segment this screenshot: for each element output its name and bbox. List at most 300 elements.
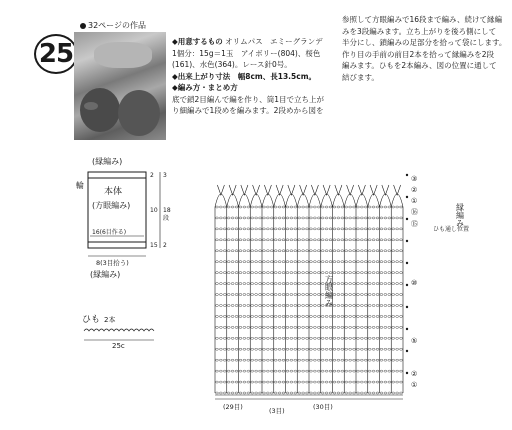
chain-stitch [247, 261, 250, 263]
chain-stitch [396, 359, 399, 361]
chain-stitch [302, 392, 305, 394]
chain-stitch [247, 315, 250, 317]
chain-stitch [325, 326, 328, 328]
chain-stitch [266, 239, 269, 241]
chain-stitch [376, 206, 379, 208]
chain-stitch [329, 315, 332, 317]
chain-stitch [396, 239, 399, 241]
chain-stitch [251, 381, 254, 383]
chain-stitch [243, 337, 246, 339]
chain-stitch [329, 326, 332, 328]
chain-stitch [259, 304, 262, 306]
chain-stitch [356, 239, 359, 241]
chain-stitch [247, 228, 250, 230]
chain-stitch [353, 283, 356, 285]
chain-stitch [380, 250, 383, 252]
chain-stitch [309, 272, 312, 274]
chain-stitch [231, 348, 234, 350]
top-edge-band [88, 172, 146, 178]
chain-stitch [215, 348, 218, 350]
chain-stitch [282, 239, 285, 241]
chain-stitch [368, 283, 371, 285]
chain-stitch [219, 206, 222, 208]
chain-stitch [333, 392, 336, 394]
chain-stitch [270, 381, 273, 383]
chain-stitch [345, 283, 348, 285]
chain-stitch [262, 228, 265, 230]
chain-stitch [266, 261, 269, 263]
chain-stitch [392, 261, 395, 263]
chain-stitch [298, 217, 301, 219]
chain-stitch [286, 381, 289, 383]
chain-stitch [255, 359, 258, 361]
chain-stitch [309, 239, 312, 241]
chain-stitch [400, 206, 403, 208]
picot-stitch [217, 185, 224, 195]
chain-stitch [349, 337, 352, 339]
chain-stitch [356, 359, 359, 361]
chain-stitch [360, 381, 363, 383]
row-marker [406, 350, 408, 352]
chain-stitch [215, 239, 218, 241]
materials-line: (161)、水色(364)。レース針0号。 [172, 60, 292, 69]
chain-stitch [270, 359, 273, 361]
chain-stitch [266, 304, 269, 306]
chain-stitch [329, 239, 332, 241]
chain-stitch [274, 228, 277, 230]
row-marker [406, 262, 408, 264]
chain-stitch [341, 294, 344, 296]
chain-stitch [223, 392, 226, 394]
chain-stitch [321, 315, 324, 317]
chain-stitch [251, 217, 254, 219]
chain-stitch [235, 315, 238, 317]
chain-stitch [294, 337, 297, 339]
chain-stitch [219, 294, 222, 296]
chain-stitch [286, 337, 289, 339]
chain-stitch [333, 250, 336, 252]
chain-stitch [286, 272, 289, 274]
chain-stitch [368, 261, 371, 263]
chain-stitch [251, 359, 254, 361]
chain-stitch [247, 337, 250, 339]
chain-stitch [247, 359, 250, 361]
chain-stitch [317, 228, 320, 230]
chain-stitch [255, 304, 258, 306]
chain-stitch [255, 228, 258, 230]
chain-stitch [321, 370, 324, 372]
chain-stitch [251, 239, 254, 241]
method-title: ◆編み方・まとめ方 [172, 83, 238, 92]
method-line: り細編みで1段めを編みます。2段めから図を [172, 106, 324, 115]
chain-stitch [329, 206, 332, 208]
chain-stitch [266, 315, 269, 317]
chain-stitch [298, 261, 301, 263]
chain-stitch [345, 250, 348, 252]
chain-stitch [376, 326, 379, 328]
chain-stitch [251, 206, 254, 208]
chain-stitch [247, 326, 250, 328]
chain-stitch [239, 381, 242, 383]
chain-stitch [380, 206, 383, 208]
chain-stitch [219, 217, 222, 219]
chain-stitch [243, 370, 246, 372]
chain-stitch [282, 315, 285, 317]
chain-stitch [239, 294, 242, 296]
chain-stitch [262, 217, 265, 219]
picot-stitch [347, 185, 354, 195]
chain-stitch [243, 304, 246, 306]
chain-stitch [384, 304, 387, 306]
chain-stitch [329, 337, 332, 339]
bottom-edge-label: (縁編み) [90, 270, 121, 279]
chain-stitch [259, 228, 262, 230]
chain-stitch [388, 217, 391, 219]
chain-stitch [306, 239, 309, 241]
chain-stitch [255, 250, 258, 252]
chain-stitch [349, 326, 352, 328]
chain-stitch [341, 337, 344, 339]
chain-stitch [278, 381, 281, 383]
chain-stitch [313, 337, 316, 339]
chain-stitch [392, 283, 395, 285]
chain-stitch [384, 228, 387, 230]
chain-stitch [231, 294, 234, 296]
chain-stitch [321, 359, 324, 361]
chain-stitch [337, 359, 340, 361]
chain-stitch [360, 261, 363, 263]
chain-stitch [219, 326, 222, 328]
chain-stitch [247, 304, 250, 306]
chain-stitch [356, 228, 359, 230]
chain-stitch [262, 348, 265, 350]
chain-stitch [274, 294, 277, 296]
chain-stitch [255, 239, 258, 241]
chain-stitch [223, 217, 226, 219]
chain-stitch [384, 294, 387, 296]
chain-stitch [227, 206, 230, 208]
chain-stitch [313, 239, 316, 241]
chain-stitch [278, 294, 281, 296]
finished-size: ◆出来上がり寸法 幅8cm、長13.5cm。 [172, 71, 317, 81]
chain-stitch [235, 294, 238, 296]
chain-stitch [372, 315, 375, 317]
chain-stitch [329, 359, 332, 361]
chain-stitch [349, 261, 352, 263]
chain-stitch [372, 359, 375, 361]
chain-stitch [376, 217, 379, 219]
chain-stitch [266, 326, 269, 328]
chain-stitch [255, 381, 258, 383]
chain-stitch [231, 283, 234, 285]
row-3-top: ③ [411, 175, 418, 183]
chain-stitch [231, 326, 234, 328]
chain-stitch [278, 337, 281, 339]
chain-stitch [251, 228, 254, 230]
chain-stitch [294, 261, 297, 263]
chain-stitch [251, 283, 254, 285]
chain-stitch [329, 217, 332, 219]
chain-stitch [376, 370, 379, 372]
chain-stitch [384, 326, 387, 328]
page-reference [80, 20, 146, 31]
chain-stitch [392, 392, 395, 394]
chain-stitch [325, 217, 328, 219]
chain-stitch [298, 294, 301, 296]
chain-stitch [360, 359, 363, 361]
chain-stitch [345, 370, 348, 372]
chain-stitch [353, 261, 356, 263]
materials-line: 1個分：15g＝1玉 アイボリー(804)、桜色 [172, 48, 321, 58]
chain-stitch [274, 283, 277, 285]
chain-stitch [400, 294, 403, 296]
chain-stitch [388, 228, 391, 230]
chain-stitch [231, 392, 234, 394]
chain-stitch [392, 326, 395, 328]
chain-stitch [239, 315, 242, 317]
chain-stitch [392, 228, 395, 230]
chain-stitch [388, 206, 391, 208]
chain-stitch [302, 272, 305, 274]
chain-stitch [259, 359, 262, 361]
chain-stitch [368, 381, 371, 383]
chain-stitch [306, 392, 309, 394]
chain-stitch [396, 315, 399, 317]
chain-stitch [251, 261, 254, 263]
chain-stitch [306, 217, 309, 219]
chain-stitch [400, 239, 403, 241]
edging-arch [274, 194, 286, 207]
chain-stitch [243, 359, 246, 361]
chain-stitch [396, 250, 399, 252]
chain-stitch [215, 283, 218, 285]
chain-stitch [266, 337, 269, 339]
chain-stitch [400, 348, 403, 350]
chain-stitch [388, 381, 391, 383]
chain-stitch [321, 381, 324, 383]
chain-stitch [223, 239, 226, 241]
chain-stitch [380, 294, 383, 296]
chain-stitch [215, 261, 218, 263]
chain-stitch [384, 272, 387, 274]
chain-stitch [243, 326, 246, 328]
chain-stitch [290, 370, 293, 372]
chain-stitch [353, 294, 356, 296]
chain-stitch [278, 326, 281, 328]
chain-stitch [298, 228, 301, 230]
chain-stitch [274, 348, 277, 350]
chain-stitch [376, 272, 379, 274]
chain-stitch [364, 228, 367, 230]
chain-stitch [337, 315, 340, 317]
chain-stitch [227, 359, 230, 361]
chain-stitch [270, 250, 273, 252]
chain-stitch [333, 337, 336, 339]
chain-stitch [368, 217, 371, 219]
chain-stitch [223, 337, 226, 339]
chain-stitch [282, 283, 285, 285]
chain-stitch [345, 381, 348, 383]
chain-stitch [345, 348, 348, 350]
chain-stitch [259, 315, 262, 317]
chain-stitch [325, 239, 328, 241]
chain-stitch [364, 359, 367, 361]
chain-stitch [298, 239, 301, 241]
chain-stitch [325, 337, 328, 339]
chain-stitch [227, 381, 230, 383]
chain-stitch [317, 239, 320, 241]
chain-stitch [380, 381, 383, 383]
chain-stitch [309, 359, 312, 361]
chain-stitch [227, 370, 230, 372]
chain-stitch [247, 392, 250, 394]
chain-stitch [317, 381, 320, 383]
chain-stitch [356, 206, 359, 208]
chain-stitch [274, 315, 277, 317]
chain-stitch [360, 304, 363, 306]
edging-arch [297, 194, 309, 207]
chain-stitch [356, 283, 359, 285]
chain-stitch [306, 315, 309, 317]
chain-stitch [282, 217, 285, 219]
chain-stitch [368, 315, 371, 317]
chain-stitch [259, 370, 262, 372]
chain-stitch [235, 228, 238, 230]
chain-stitch [392, 294, 395, 296]
chain-stitch [274, 272, 277, 274]
bottom-width-label: 8(3目拾う) [96, 259, 129, 267]
chain-stitch [235, 381, 238, 383]
chain-stitch [278, 272, 281, 274]
chain-stitch [215, 315, 218, 317]
chain-stitch [384, 359, 387, 361]
chain-stitch [353, 239, 356, 241]
chain-stitch [341, 217, 344, 219]
chain-stitch [274, 359, 277, 361]
chain-stitch [270, 348, 273, 350]
chain-stitch [231, 304, 234, 306]
chain-stitch [306, 206, 309, 208]
row-1-top: ① [411, 197, 418, 205]
edging-arch [262, 194, 274, 207]
dim-bottom-rows: 2 [163, 242, 167, 249]
chain-stitch [227, 294, 230, 296]
chain-stitch [259, 294, 262, 296]
chain-stitch [282, 206, 285, 208]
chain-stitch [309, 392, 312, 394]
chain-stitch [302, 283, 305, 285]
chain-stitch [400, 261, 403, 263]
chain-stitch [227, 326, 230, 328]
chain-stitch [243, 261, 246, 263]
dim-rows-top: 2 [150, 172, 154, 179]
chain-stitch [313, 392, 316, 394]
chain-stitch [243, 239, 246, 241]
chain-stitch [255, 315, 258, 317]
chain-stitch [223, 272, 226, 274]
chain-stitch [266, 228, 269, 230]
chain-stitch [274, 304, 277, 306]
chain-stitch [309, 337, 312, 339]
chain-stitch [262, 370, 265, 372]
chain-stitch [223, 304, 226, 306]
chain-stitch [302, 304, 305, 306]
chain-stitch [388, 272, 391, 274]
chain-stitch [309, 381, 312, 383]
instructions-block [342, 14, 506, 83]
chain-stitch [349, 304, 352, 306]
chain-stitch [298, 304, 301, 306]
chain-stitch [231, 206, 234, 208]
chain-stitch [388, 326, 391, 328]
picot-stitch [335, 185, 342, 195]
chain-stitch [290, 272, 293, 274]
chain-stitch [274, 217, 277, 219]
chain-stitch [345, 272, 348, 274]
chain-stitch [349, 359, 352, 361]
chain-stitch [270, 272, 273, 274]
chain-stitch [302, 250, 305, 252]
chain-stitch [298, 392, 301, 394]
chain-stitch [372, 228, 375, 230]
chain-stitch [247, 283, 250, 285]
chain-stitch [356, 315, 359, 317]
chain-stitch [298, 206, 301, 208]
chain-stitch [282, 261, 285, 263]
chain-stitch [262, 250, 265, 252]
chain-stitch [290, 283, 293, 285]
chart-edging-arches [215, 185, 403, 207]
chain-stitch [392, 217, 395, 219]
chain-stitch [356, 392, 359, 394]
chain-stitch [282, 381, 285, 383]
chain-stitch [262, 359, 265, 361]
chain-stitch [333, 381, 336, 383]
chain-stitch [235, 283, 238, 285]
edging-label: 縁編み [455, 203, 465, 227]
chain-stitch [235, 370, 238, 372]
chain-stitch [298, 348, 301, 350]
chain-stitch [255, 272, 258, 274]
chain-stitch [313, 228, 316, 230]
chain-stitch [317, 272, 320, 274]
chain-stitch [372, 217, 375, 219]
materials-block [172, 36, 324, 117]
chain-stitch [235, 348, 238, 350]
chain-stitch [223, 326, 226, 328]
chain-stitch [298, 315, 301, 317]
chain-stitch [239, 261, 242, 263]
chain-stitch [380, 337, 383, 339]
chain-stitch [239, 217, 242, 219]
chain-stitch [364, 370, 367, 372]
edging-arch [309, 194, 321, 207]
chain-stitch [349, 272, 352, 274]
chain-stitch [341, 348, 344, 350]
chain-stitch [368, 392, 371, 394]
chain-stitch [270, 370, 273, 372]
chain-stitch [353, 392, 356, 394]
picot-stitch [382, 185, 389, 195]
chain-stitch [337, 261, 340, 263]
chain-stitch [372, 337, 375, 339]
chain-stitch [388, 359, 391, 361]
chain-stitch [329, 381, 332, 383]
chain-stitch [392, 315, 395, 317]
chain-stitch [372, 326, 375, 328]
chain-stitch [294, 304, 297, 306]
chain-stitch [368, 326, 371, 328]
